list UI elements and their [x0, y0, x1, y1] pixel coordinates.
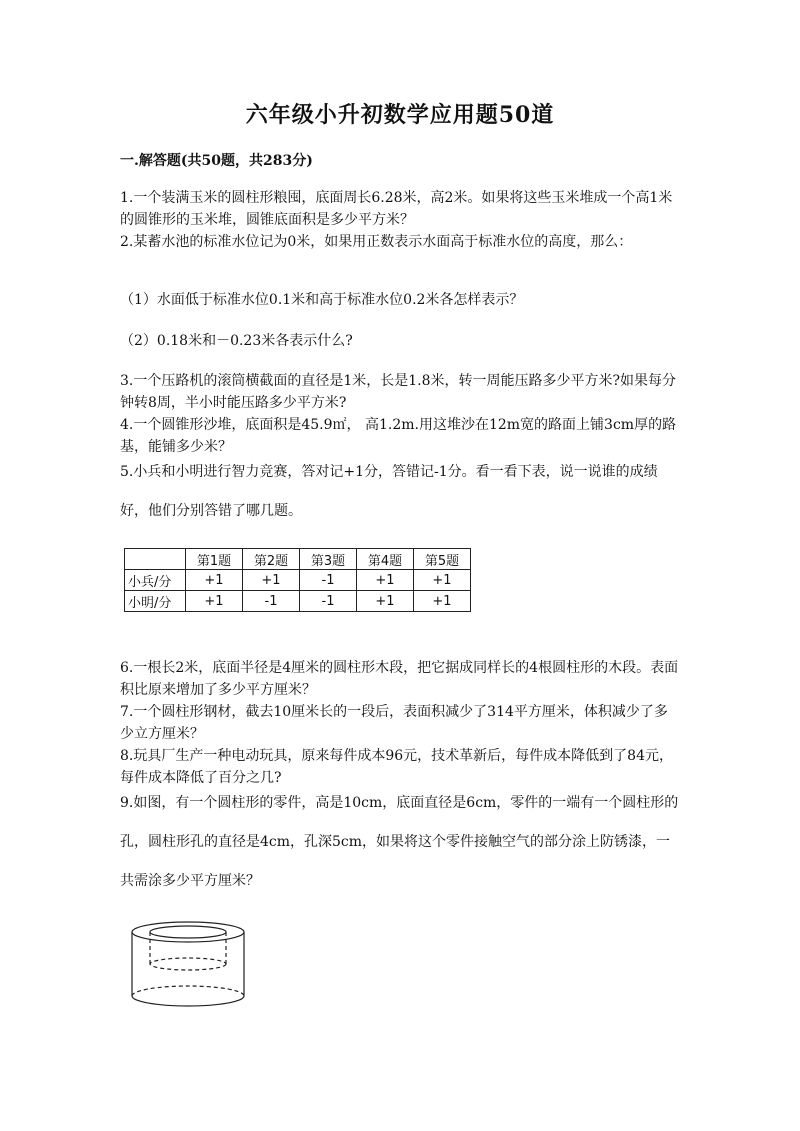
table-cell: +1 [186, 570, 243, 591]
question-3: 3.一个压路机的滚筒横截面的直径是1米，长是1.8米，转一周能压路多少平方米?如果每分钟转8周，半小时能压路多少平方米? [120, 373, 677, 411]
hole-bottom-ellipse [150, 958, 226, 970]
table-header-cell: 第1题 [186, 549, 243, 570]
table-cell: +1 [414, 570, 471, 591]
question-1: 1.一个装满玉米的圆柱形粮囤，底面周长6.28米，高2米。如果将这些玉米堆成一个高1米的圆锥形的玉米堆，圆锥底面积是多少平方米？ [120, 190, 673, 228]
outer-bottom-front [132, 996, 244, 1006]
question-2: 2.某蓄水池的标准水位记为0米，如果用正数表示水面高于标准水位的高度，那么： [120, 234, 633, 250]
row-label: 小兵/分 [125, 570, 186, 591]
table-header-row [125, 549, 471, 570]
table-row [125, 570, 471, 591]
table-cell: +1 [186, 591, 243, 612]
question-8: 8.玩具厂生产一种电动玩具，原来每件成本96元，技术革新后，每件成本降低到了84元，每件成本降低了百分之几? [120, 748, 673, 786]
table-header-cell: 第3题 [300, 549, 357, 570]
question-9: 9.如图，有一个圆柱形的零件，高是10cm，底面直径是6cm，零件的一端有一个圆柱形的孔，圆柱形孔的直径是4cm，孔深5cm，如果将这个零件接触空气的部分涂上防锈漆，一共需涂多少平方厘米？ [120, 795, 679, 889]
table-cell: -1 [300, 570, 357, 591]
table-cell: -1 [300, 591, 357, 612]
table-header-cell: 第2题 [243, 549, 300, 570]
table-row [125, 591, 471, 612]
question-2-part-1: （1）水面低于标准水位0.1米和高于标准水位0.2米各怎样表示？ [120, 292, 524, 308]
question-7: 7.一个圆柱形钢材，截去10厘米长的一段后，表面积减少了314平方厘米，体积减少了多少立方厘米？ [120, 704, 668, 742]
page-title: 六年级小升初数学应用题50道 [245, 102, 555, 128]
table-cell: +1 [357, 570, 414, 591]
row-label: 小明/分 [125, 591, 186, 612]
hole-top-ellipse [150, 926, 226, 938]
section-heading: 一.解答题(共50题，共283分) [120, 153, 313, 169]
score-table [124, 548, 471, 612]
question-5: 5.小兵和小明进行智力竞赛，答对记+1分，答错记-1分。看一看下表，说一说谁的成绩好，他们分别答错了哪几题。 [120, 464, 658, 519]
question-4: 4.一个圆锥形沙堆，底面积是45.9㎡， 高1.2m.用这堆沙在12m宽的路面上铺3cm厚的路基，能铺多少米？ [120, 417, 677, 455]
outer-top-ellipse [132, 922, 244, 942]
table-cell: +1 [357, 591, 414, 612]
table-header-cell: 第5题 [414, 549, 471, 570]
question-2-part-2: （2）0.18米和－0.23米各表示什么? [120, 333, 353, 349]
question-6: 6.一根长2米，底面半径是4厘米的圆柱形木段，把它据成同样长的4根圆柱形的木段。表面积比原来增加了多少平方厘米？ [120, 660, 679, 698]
cylinder-figure [128, 918, 258, 1018]
outer-bottom-back [132, 986, 244, 996]
table-header-cell: 第4题 [357, 549, 414, 570]
table-cell: +1 [414, 591, 471, 612]
table-cell: -1 [243, 591, 300, 612]
table-cell: +1 [243, 570, 300, 591]
table-header-cell [125, 549, 186, 570]
